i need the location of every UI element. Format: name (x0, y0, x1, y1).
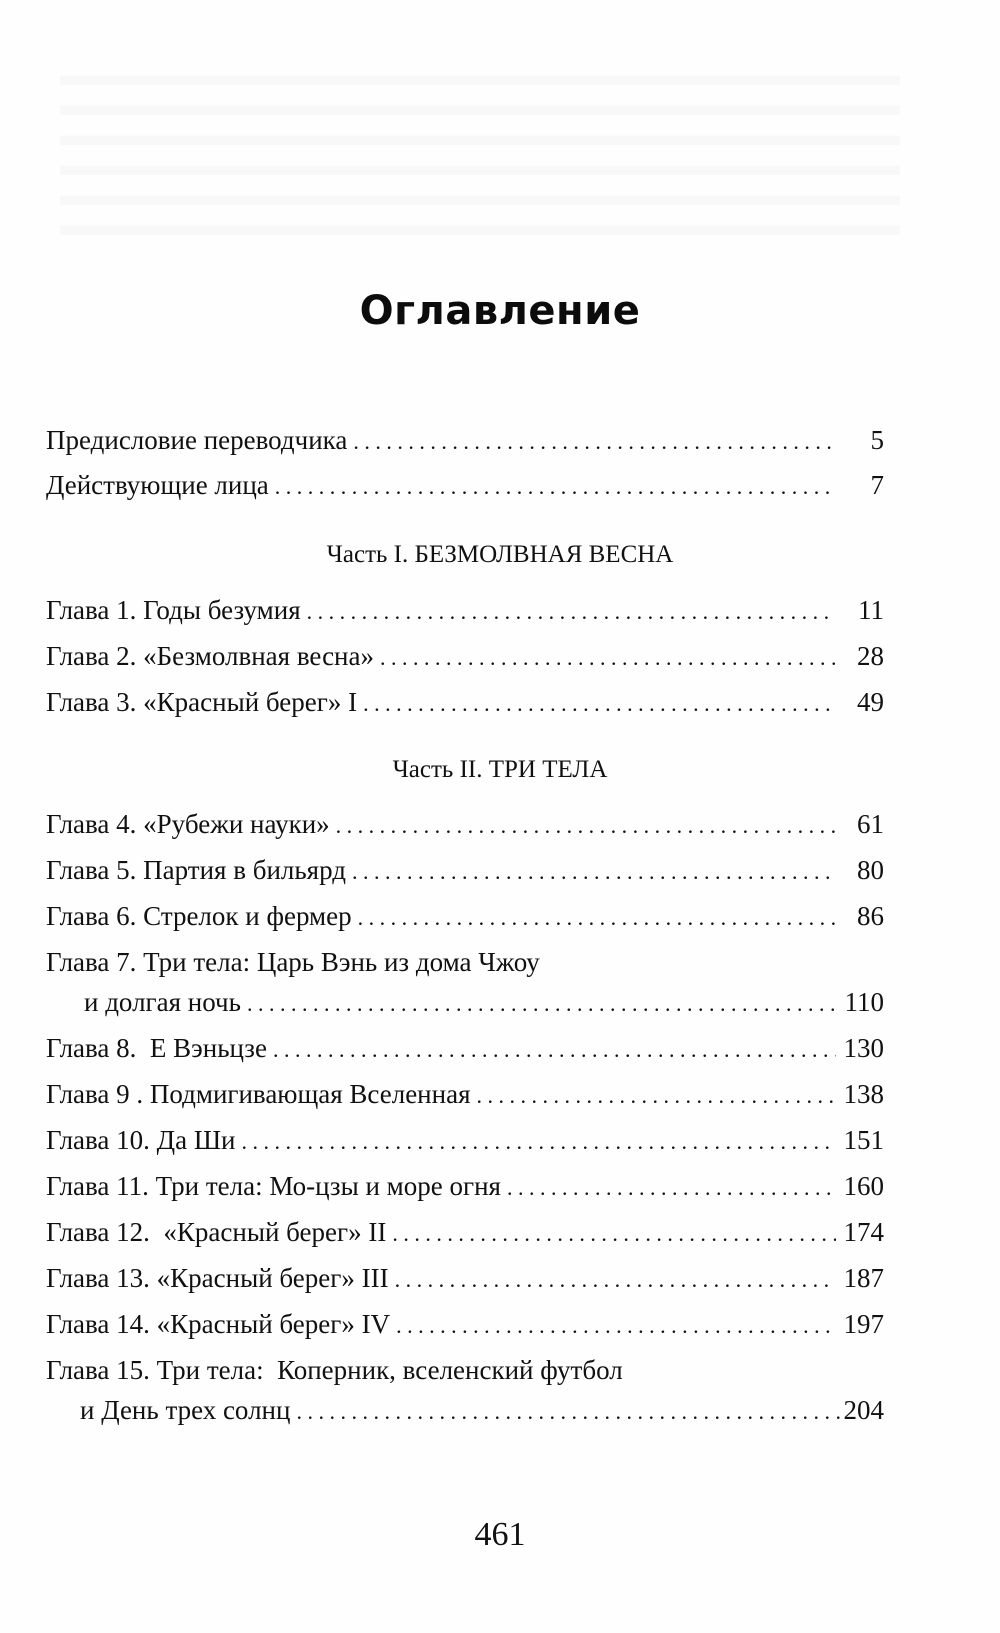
toc-entry-characters[interactable] (46, 465, 884, 505)
toc-entry-chapter-11[interactable] (46, 1166, 884, 1206)
page-number: 461 (474, 1516, 526, 1553)
toc-entry-page: 7 (870, 470, 884, 500)
toc-entry-page: 86 (857, 901, 884, 931)
leader-dots (507, 1168, 836, 1208)
toc-entry-chapter-8[interactable] (46, 1028, 884, 1068)
toc-entry-chapter-15[interactable] (80, 1390, 884, 1430)
toc-entry-page: 61 (857, 809, 884, 839)
toc-entry-label: Глава 5. Партия в бильярд (46, 855, 346, 885)
toc-entry-page: 11 (858, 595, 884, 625)
toc-entry-preface[interactable] (46, 420, 884, 460)
toc-entry-label: Глава 4. «Рубежи науки» (46, 809, 330, 839)
toc-entry-page: 204 (843, 1395, 884, 1425)
toc-entry-page: 110 (844, 987, 884, 1017)
toc-entry-chapter-4[interactable] (46, 804, 884, 844)
toc-entry-label: и долгая ночь (84, 987, 241, 1017)
leader-dots (395, 1260, 836, 1300)
leader-dots (380, 638, 836, 678)
toc-entry-page: 197 (843, 1309, 884, 1339)
toc-entry-label: Глава 6. Стрелок и фермер (46, 901, 352, 931)
leader-dots (352, 852, 836, 892)
toc-entry-label: Глава 9 . Подмигивающая Вселенная (46, 1079, 471, 1109)
toc-entry-page: 5 (870, 425, 884, 455)
toc-entry-label: и День трех солнц (80, 1395, 291, 1425)
leader-dots (396, 1306, 835, 1346)
toc-entry-chapter-15-line1[interactable]: Глава 15. Три тела: Коперник, вселенский футбол (46, 1355, 623, 1385)
part-heading-1: Часть I. БЕЗМОЛВНАЯ ВЕСНА (326, 541, 674, 568)
toc-entry-chapter-6[interactable] (46, 896, 884, 936)
toc-entry-chapter-10[interactable] (46, 1120, 884, 1160)
leader-dots (273, 1030, 836, 1070)
leader-dots (275, 467, 836, 507)
toc-entry-page: 28 (857, 641, 884, 671)
toc-entry-page: 130 (843, 1033, 884, 1063)
toc-entry-label: Глава 14. «Красный берег» IV (46, 1309, 391, 1339)
toc-entry-page: 49 (857, 687, 884, 717)
toc-entry-page: 80 (857, 855, 884, 885)
leader-dots (247, 984, 836, 1024)
toc-entry-label: Глава 2. «Безмолвная весна» (46, 641, 374, 671)
leader-dots (307, 592, 836, 632)
toc-entry-page: 160 (843, 1171, 884, 1201)
leader-dots (392, 1214, 835, 1254)
page-title: Оглавление (359, 288, 641, 334)
leader-dots (358, 898, 836, 938)
leader-dots (242, 1122, 836, 1162)
toc-entry-chapter-9[interactable] (46, 1074, 884, 1114)
leader-dots (353, 422, 836, 462)
toc-entry-label: Глава 13. «Красный берег» III (46, 1263, 389, 1293)
toc-entry-chapter-7-line1[interactable]: Глава 7. Три тела: Царь Вэнь из дома Чжоу (46, 947, 540, 977)
toc-entry-label: Глава 11. Три тела: Мо-цзы и море огня (46, 1171, 501, 1201)
leader-dots (477, 1076, 836, 1116)
toc-entry-label: Предисловие переводчика (46, 425, 348, 455)
toc-entry-label: Глава 10. Да Ши (46, 1125, 236, 1155)
toc-entry-page: 138 (843, 1079, 884, 1109)
toc-entry-label: Глава 8. Е Вэньцзе (46, 1033, 267, 1063)
toc-entry-label: Глава 1. Годы безумия (46, 595, 301, 625)
part-heading-2: Часть II. ТРИ ТЕЛА (392, 756, 608, 783)
bleed-through-text (60, 55, 900, 255)
toc-entry-chapter-2[interactable] (46, 636, 884, 676)
leader-dots (336, 806, 836, 846)
toc-entry-chapter-7[interactable] (84, 982, 884, 1022)
toc-entry-chapter-3[interactable] (46, 682, 884, 722)
toc-entry-label: Глава 12. «Красный берег» II (46, 1217, 387, 1247)
leader-dots (296, 1392, 843, 1432)
toc-entry-chapter-13[interactable] (46, 1258, 884, 1298)
toc-entry-label: Действующие лица (46, 470, 269, 500)
leader-dots (363, 684, 836, 724)
toc-entry-label: Глава 3. «Красный берег» I (46, 687, 358, 717)
toc-entry-page: 174 (843, 1217, 884, 1247)
toc-entry-page: 187 (843, 1263, 884, 1293)
toc-entry-page: 151 (843, 1125, 884, 1155)
toc-entry-chapter-12[interactable] (46, 1212, 884, 1252)
toc-entry-chapter-14[interactable] (46, 1304, 884, 1344)
toc-entry-chapter-5[interactable] (46, 850, 884, 890)
toc-entry-chapter-1[interactable] (46, 590, 884, 630)
